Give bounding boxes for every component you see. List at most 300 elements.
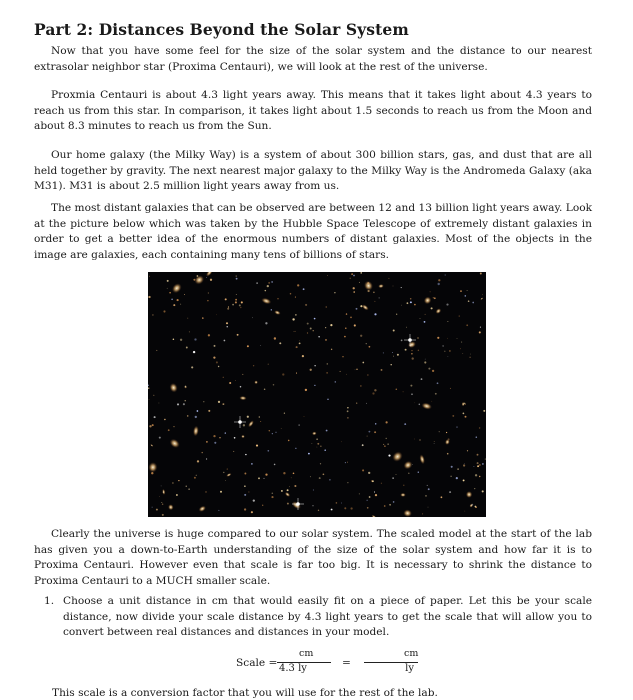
bright-galaxy: [407, 340, 417, 349]
distant-galaxy-dot: [474, 488, 475, 489]
distant-galaxy-dot: [367, 500, 368, 501]
distant-galaxy-dot: [180, 304, 181, 305]
bright-galaxy: [402, 459, 414, 471]
distant-galaxy-dot: [247, 345, 249, 347]
distant-galaxy-dot: [185, 386, 187, 388]
distant-galaxy-dot: [259, 416, 260, 417]
distant-galaxy-dot: [226, 322, 228, 324]
distant-galaxy-dot: [214, 345, 216, 347]
distant-galaxy-dot: [177, 403, 179, 405]
distant-galaxy-dot: [186, 486, 187, 487]
distant-galaxy-dot: [218, 510, 219, 511]
distant-galaxy-dot: [307, 323, 309, 325]
distant-galaxy-dot: [452, 415, 454, 417]
distant-galaxy-dot: [482, 294, 483, 295]
distant-galaxy-dot: [307, 332, 308, 333]
distant-galaxy-dot: [310, 476, 311, 477]
distant-galaxy-dot: [223, 472, 224, 473]
distant-galaxy-dot: [342, 356, 343, 357]
distant-galaxy-dot: [406, 327, 407, 328]
distant-galaxy-dot: [186, 347, 188, 349]
distant-galaxy-dot: [271, 281, 272, 282]
bright-galaxy: [274, 310, 282, 316]
distant-galaxy-dot: [272, 493, 274, 495]
distant-galaxy-dot: [305, 389, 307, 391]
distant-galaxy-dot: [467, 290, 468, 291]
distant-galaxy-dot: [264, 388, 266, 390]
distant-galaxy-dot: [152, 507, 153, 508]
distant-galaxy-dot: [227, 308, 229, 310]
distant-galaxy-dot: [463, 413, 465, 415]
distant-galaxy-dot: [459, 316, 460, 317]
distant-galaxy-dot: [482, 463, 483, 464]
distant-galaxy-dot: [208, 334, 210, 336]
distant-galaxy-dot: [303, 288, 305, 290]
distant-galaxy-dot: [302, 355, 304, 357]
bright-galaxy: [162, 489, 166, 495]
distant-galaxy-dot: [158, 403, 159, 404]
distant-galaxy-dot: [265, 473, 267, 475]
distant-galaxy-dot: [350, 317, 352, 319]
bright-galaxy: [480, 297, 484, 300]
distant-galaxy-dot: [456, 477, 458, 479]
distant-galaxy-dot: [327, 363, 329, 365]
bright-galaxy: [239, 396, 247, 401]
distant-galaxy-dot: [368, 472, 370, 474]
distant-galaxy-dot: [479, 476, 480, 477]
bright-galaxy: [378, 284, 384, 289]
distant-galaxy-dot: [258, 477, 260, 479]
distant-galaxy-dot: [271, 496, 273, 498]
distant-galaxy-dot: [210, 279, 212, 281]
distant-galaxy-dot: [159, 437, 161, 439]
distant-galaxy-dot: [203, 401, 204, 402]
bright-galaxy: [168, 437, 181, 450]
distant-galaxy-dot: [373, 292, 375, 294]
distant-galaxy-dot: [283, 472, 285, 474]
distant-galaxy-dot: [468, 300, 470, 302]
distant-galaxy-dot: [448, 356, 449, 357]
distant-galaxy-dot: [367, 374, 368, 375]
distant-galaxy-dot: [396, 474, 397, 475]
distant-galaxy-dot: [463, 479, 465, 481]
distant-galaxy-dot: [240, 386, 242, 388]
distant-galaxy-dot: [362, 469, 364, 471]
distant-galaxy-dot: [371, 480, 372, 481]
distant-galaxy-dot: [248, 492, 249, 493]
distant-galaxy-dot: [465, 404, 466, 405]
distant-galaxy-dot: [318, 510, 319, 511]
distant-galaxy-dot: [457, 468, 459, 470]
distant-galaxy-dot: [336, 502, 338, 504]
distant-galaxy-dot: [299, 425, 300, 426]
distant-galaxy-dot: [272, 433, 273, 434]
distant-galaxy-dot: [464, 511, 465, 512]
bright-galaxy: [400, 493, 405, 497]
distant-galaxy-dot: [251, 511, 253, 513]
distant-galaxy-dot: [197, 410, 199, 412]
distant-galaxy-dot: [437, 382, 439, 384]
distant-galaxy-dot: [393, 286, 394, 287]
distant-galaxy-dot: [206, 277, 207, 278]
distant-galaxy-dot: [386, 438, 387, 439]
distant-galaxy-dot: [367, 436, 368, 437]
distant-galaxy-dot: [148, 385, 149, 386]
distant-galaxy-dot: [256, 282, 258, 284]
distant-galaxy-dot: [347, 410, 349, 412]
distant-galaxy-dot: [381, 483, 382, 484]
distant-galaxy-dot: [236, 278, 238, 280]
distant-galaxy-dot: [386, 421, 388, 423]
distant-galaxy-dot: [469, 357, 470, 358]
distant-galaxy-dot: [368, 431, 370, 433]
distant-galaxy-dot: [325, 339, 327, 341]
distant-galaxy-dot: [235, 299, 237, 301]
distant-galaxy-dot: [477, 462, 479, 464]
distant-galaxy-dot: [479, 464, 481, 466]
distant-galaxy-dot: [383, 352, 384, 353]
bright-galaxy: [444, 439, 450, 446]
distant-galaxy-dot: [216, 314, 217, 315]
distant-galaxy-dot: [432, 370, 434, 372]
distant-galaxy-dot: [183, 403, 185, 405]
distant-galaxy-dot: [362, 444, 363, 445]
distant-galaxy-dot: [268, 282, 270, 284]
distant-galaxy-dot: [305, 304, 307, 306]
hubble-galaxy-field: [148, 272, 486, 517]
list-item-text: Choose a unit distance in cm that would easily fit on a piece of paper. Let this be your scale distance, now divide your scale distance by 4.3 light years to get the scale that will allow you to convert between real distances and distances in your model.: [63, 595, 592, 639]
distant-galaxy-dot: [449, 350, 450, 351]
distant-galaxy-dot: [225, 432, 226, 433]
distant-galaxy-dot: [447, 321, 448, 322]
distant-galaxy-dot: [318, 336, 319, 337]
formula-frac2-denominator-unit: ly: [405, 663, 414, 674]
distant-galaxy-dot: [354, 324, 356, 326]
distant-galaxy-dot: [316, 438, 318, 440]
distant-galaxy-dot: [265, 322, 267, 324]
distant-galaxy-dot: [262, 505, 263, 506]
distant-galaxy-dot: [206, 441, 208, 443]
distant-galaxy-dot: [462, 353, 463, 354]
distant-galaxy-dot: [344, 336, 346, 338]
bright-galaxy: [198, 505, 207, 513]
distant-galaxy-dot: [233, 451, 234, 452]
distant-galaxy-dot: [353, 287, 355, 289]
distant-galaxy-dot: [247, 416, 249, 418]
distant-galaxy-dot: [360, 272, 362, 274]
distant-galaxy-dot: [195, 416, 197, 418]
distant-galaxy-dot: [220, 491, 222, 493]
distant-galaxy-dot: [445, 274, 446, 275]
distant-galaxy-dot: [244, 494, 246, 496]
distant-galaxy-dot: [330, 324, 332, 326]
distant-galaxy-dot: [320, 463, 321, 464]
distant-galaxy-dot: [279, 342, 281, 344]
distant-galaxy-dot: [383, 444, 384, 445]
distant-galaxy-dot: [260, 345, 261, 346]
bright-galaxy: [312, 431, 317, 435]
distant-galaxy-dot: [428, 368, 430, 370]
distant-galaxy-dot: [319, 477, 321, 479]
distant-galaxy-dot: [353, 291, 355, 293]
distant-galaxy-dot: [232, 304, 234, 306]
formula-frac1-numerator-unit: cm: [299, 648, 314, 659]
distant-galaxy-dot: [236, 294, 237, 295]
distant-galaxy-dot: [242, 374, 243, 375]
bright-galaxy: [148, 462, 158, 473]
distant-galaxy-dot: [479, 427, 480, 428]
distant-galaxy-dot: [435, 393, 437, 395]
distant-galaxy-dot: [269, 430, 270, 431]
distant-galaxy-dot: [167, 280, 169, 282]
distant-galaxy-dot: [433, 297, 434, 298]
distant-galaxy-dot: [227, 326, 228, 327]
distant-galaxy-dot: [205, 491, 206, 492]
distant-galaxy-dot: [476, 436, 477, 437]
distant-galaxy-dot: [291, 477, 292, 478]
distant-galaxy-dot: [218, 401, 220, 403]
distant-galaxy-dot: [153, 395, 154, 396]
distant-galaxy-dot: [360, 385, 361, 386]
distant-galaxy-dot: [317, 443, 319, 445]
distant-galaxy-dot: [154, 416, 156, 418]
distant-galaxy-dot: [214, 442, 216, 444]
distant-galaxy-dot: [235, 380, 236, 381]
distant-galaxy-dot: [265, 290, 266, 291]
distant-galaxy-dot: [434, 441, 435, 442]
distant-galaxy-dot: [299, 340, 300, 341]
section-title: Part 2: Distances Beyond the Solar System: [34, 20, 409, 39]
distant-galaxy-dot: [167, 288, 168, 289]
bright-galaxy: [361, 303, 370, 311]
distant-galaxy-dot: [353, 275, 355, 277]
distant-galaxy-dot: [384, 505, 386, 507]
distant-galaxy-dot: [456, 426, 457, 427]
distant-galaxy-dot: [410, 301, 412, 303]
distant-galaxy-dot: [460, 290, 462, 292]
distant-galaxy-dot: [237, 334, 239, 336]
distant-galaxy-dot: [344, 507, 346, 509]
distant-galaxy-dot: [403, 485, 404, 486]
distant-galaxy-dot: [470, 354, 471, 355]
distant-galaxy-dot: [213, 435, 215, 437]
formula-frac2-numerator-unit: cm: [404, 648, 419, 659]
distant-galaxy-dot: [411, 353, 413, 355]
distant-galaxy-dot: [324, 449, 326, 451]
distant-galaxy-dot: [323, 473, 325, 475]
distant-galaxy-dot: [340, 371, 341, 372]
distant-galaxy-dot: [202, 452, 203, 453]
bright-galaxy: [170, 281, 183, 295]
distant-galaxy-dot: [350, 278, 351, 279]
distant-galaxy-dot: [389, 504, 391, 506]
distant-galaxy-dot: [350, 507, 352, 509]
distant-galaxy-dot: [422, 513, 423, 514]
distant-galaxy-dot: [156, 509, 158, 511]
distant-galaxy-dot: [430, 291, 431, 292]
distant-galaxy-dot: [171, 298, 173, 300]
distant-galaxy-dot: [314, 365, 315, 366]
distant-galaxy-dot: [393, 501, 395, 503]
distant-galaxy-dot: [441, 496, 443, 498]
distant-galaxy-dot: [162, 514, 164, 516]
distant-galaxy-dot: [239, 304, 241, 306]
distant-galaxy-dot: [294, 485, 296, 487]
distant-galaxy-dot: [465, 416, 467, 418]
distant-galaxy-dot: [297, 284, 299, 286]
distant-galaxy-dot: [202, 317, 204, 319]
bright-galaxy: [222, 403, 225, 405]
distant-galaxy-dot: [446, 432, 447, 433]
distant-galaxy-dot: [274, 464, 276, 466]
distant-galaxy-dot: [185, 400, 186, 401]
bright-galaxy: [150, 444, 154, 448]
distant-galaxy-dot: [388, 278, 389, 279]
distant-galaxy-dot: [295, 314, 296, 315]
distant-galaxy-dot: [277, 298, 278, 299]
list-item-number: 1.: [44, 595, 55, 607]
distant-galaxy-dot: [325, 327, 326, 328]
distant-galaxy-dot: [187, 318, 188, 319]
distant-galaxy-dot: [392, 352, 393, 353]
distant-galaxy-dot: [390, 364, 391, 365]
distant-galaxy-dot: [341, 441, 342, 442]
distant-galaxy-dot: [334, 292, 335, 293]
formula-label: Scale =: [236, 657, 278, 669]
distant-galaxy-dot: [362, 362, 364, 364]
distant-galaxy-dot: [351, 273, 353, 275]
formula-fraction-known: [277, 648, 331, 674]
distant-galaxy-dot: [414, 439, 415, 440]
distant-galaxy-dot: [425, 314, 426, 315]
distant-galaxy-dot: [388, 455, 390, 457]
distant-galaxy-dot: [314, 318, 316, 320]
distant-galaxy-dot: [464, 463, 465, 464]
distant-galaxy-dot: [372, 392, 374, 394]
distant-galaxy-dot: [320, 446, 321, 447]
distant-galaxy-dot: [346, 313, 347, 314]
distant-galaxy-dot: [268, 364, 269, 365]
distant-galaxy-dot: [228, 306, 229, 307]
distant-galaxy-dot: [483, 410, 485, 412]
distant-galaxy-dot: [355, 369, 356, 370]
distant-galaxy-dot: [347, 482, 348, 483]
foreground-star: [292, 498, 304, 510]
distant-galaxy-dot: [149, 425, 151, 427]
list-item: [44, 594, 592, 641]
distant-galaxy-dot: [173, 338, 175, 340]
distant-galaxy-dot: [178, 480, 179, 481]
distant-galaxy-dot: [424, 321, 426, 323]
distant-galaxy-dot: [356, 308, 358, 310]
distant-galaxy-dot: [367, 507, 369, 509]
distant-galaxy-dot: [191, 366, 193, 368]
paragraph-distant-galaxies: The most distant galaxies that can be observed are between 12 and 13 billion light years away. Look at the picture below which was taken by the Hubble Space Telescope of extremely distant galaxies in order to get a better idea of the enormous numbers of distant galaxies. Most of the objects in the image are galaxies, each containing many tens of billions of stars.: [34, 202, 592, 261]
distant-galaxy-dot: [401, 340, 403, 342]
distant-galaxy-dot: [253, 365, 254, 366]
bright-galaxy: [291, 500, 303, 511]
distant-galaxy-dot: [403, 391, 404, 392]
distant-galaxy-dot: [290, 293, 292, 295]
bright-galaxy: [390, 449, 404, 463]
distant-galaxy-dot: [412, 357, 414, 359]
distant-galaxy-dot: [375, 494, 377, 496]
distant-galaxy-dot: [188, 488, 189, 489]
distant-galaxy-dot: [260, 421, 261, 422]
distant-galaxy-dot: [267, 285, 269, 287]
bright-galaxy: [403, 509, 413, 517]
distant-galaxy-dot: [434, 443, 435, 444]
distant-galaxy-dot: [392, 477, 393, 478]
distant-galaxy-dot: [149, 276, 150, 277]
distant-galaxy-dot: [313, 489, 314, 490]
distant-galaxy-dot: [415, 403, 416, 404]
bright-galaxy: [435, 307, 443, 315]
distant-galaxy-dot: [312, 443, 313, 444]
distant-galaxy-dot: [293, 473, 295, 475]
distant-galaxy-dot: [244, 486, 245, 487]
distant-galaxy-dot: [374, 301, 375, 302]
closing-text: This scale is a conversion factor that you will use for the rest of the lab.: [52, 687, 438, 699]
distant-galaxy-dot: [396, 314, 397, 315]
distant-galaxy-dot: [379, 297, 380, 298]
distant-galaxy-dot: [393, 356, 394, 357]
distant-galaxy-dot: [369, 346, 371, 348]
distant-galaxy-dot: [207, 300, 209, 302]
distant-galaxy-dot: [273, 384, 275, 386]
distant-galaxy-dot: [326, 430, 328, 432]
distant-galaxy-dot: [410, 385, 412, 387]
distant-galaxy-dot: [282, 373, 284, 375]
distant-galaxy-dot: [236, 276, 237, 277]
distant-galaxy-dot: [347, 417, 348, 418]
distant-galaxy-dot: [287, 503, 289, 505]
distant-galaxy-dot: [196, 475, 197, 476]
distant-galaxy-dot: [219, 437, 220, 438]
bright-galaxy: [422, 295, 433, 306]
distant-galaxy-dot: [450, 388, 451, 389]
distant-galaxy-dot: [287, 489, 289, 491]
distant-galaxy-dot: [374, 431, 376, 433]
distant-galaxy-dot: [289, 486, 290, 487]
distant-galaxy-dot: [414, 304, 416, 306]
distant-galaxy-dot: [408, 473, 410, 475]
distant-galaxy-dot: [177, 299, 179, 301]
distant-galaxy-dot: [252, 317, 253, 318]
bright-galaxy: [205, 272, 214, 278]
distant-galaxy-dot: [473, 466, 474, 467]
bright-galaxy: [254, 380, 258, 384]
hubble-deep-field-image: [148, 272, 486, 517]
distant-galaxy-dot: [310, 328, 312, 330]
distant-galaxy-dot: [375, 423, 376, 424]
distant-galaxy-dot: [299, 343, 301, 345]
distant-galaxy-dot: [229, 382, 231, 384]
distant-galaxy-dot: [396, 388, 398, 390]
distant-galaxy-dot: [437, 337, 439, 339]
formula-fraction-answer: [364, 648, 418, 674]
distant-galaxy-dot: [347, 462, 348, 463]
distant-galaxy-dot: [384, 445, 386, 447]
distant-galaxy-dot: [439, 431, 440, 432]
bright-galaxy: [419, 454, 426, 465]
distant-galaxy-dot: [173, 426, 174, 427]
distant-galaxy-dot: [251, 463, 253, 465]
distant-galaxy-dot: [410, 298, 412, 300]
distant-galaxy-dot: [374, 491, 375, 492]
distant-galaxy-dot: [213, 356, 215, 358]
distant-galaxy-dot: [276, 432, 277, 433]
